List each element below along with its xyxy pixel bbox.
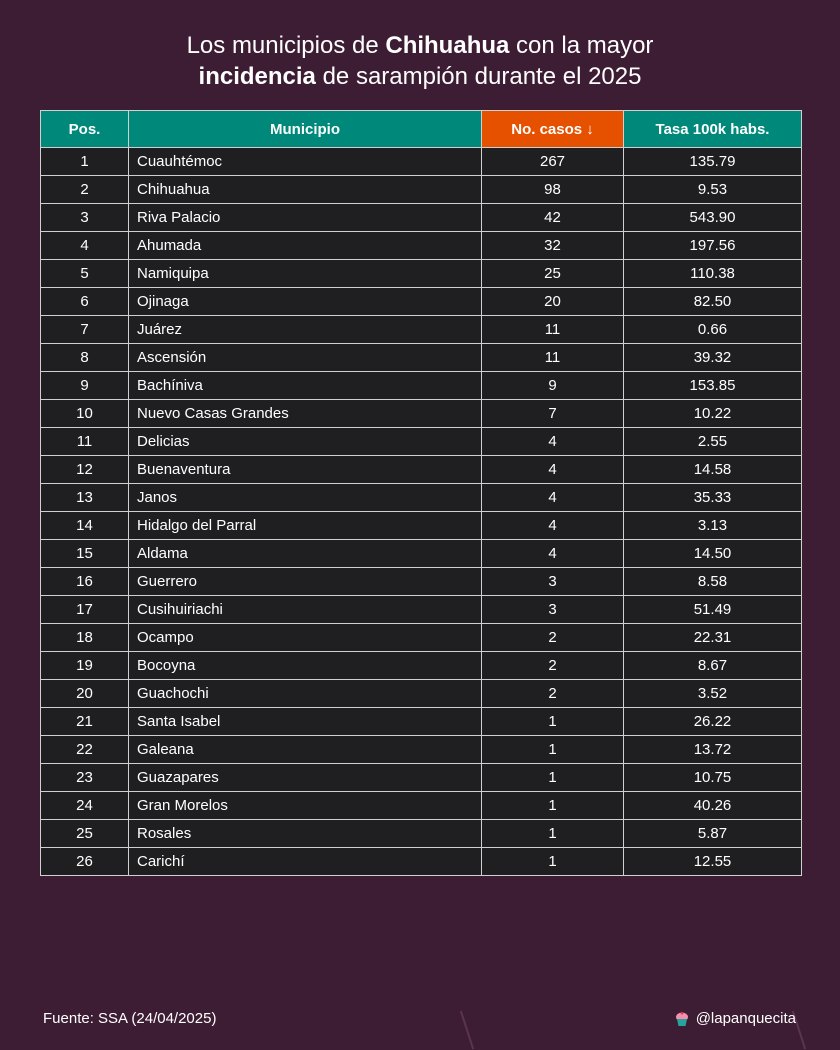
cell-tasa: 10.75 — [624, 764, 802, 792]
table-row — [41, 848, 802, 876]
table-row — [41, 484, 802, 512]
table-row — [41, 148, 802, 176]
cell-casos: 4 — [482, 456, 624, 484]
cell-pos: 15 — [41, 540, 129, 568]
cell-municipio: Namiquipa — [129, 260, 482, 288]
cell-casos: 3 — [482, 596, 624, 624]
cell-pos: 12 — [41, 456, 129, 484]
cell-casos: 3 — [482, 568, 624, 596]
cell-tasa: 39.32 — [624, 344, 802, 372]
cell-pos: 8 — [41, 344, 129, 372]
table-row — [41, 232, 802, 260]
table-row — [41, 176, 802, 204]
cell-casos: 9 — [482, 372, 624, 400]
cell-tasa: 5.87 — [624, 820, 802, 848]
cell-municipio: Hidalgo del Parral — [129, 512, 482, 540]
cell-pos: 11 — [41, 428, 129, 456]
cell-municipio: Chihuahua — [129, 176, 482, 204]
cell-municipio: Guachochi — [129, 680, 482, 708]
cell-pos: 14 — [41, 512, 129, 540]
table-body — [41, 148, 802, 876]
cell-tasa: 8.58 — [624, 568, 802, 596]
cell-municipio: Nuevo Casas Grandes — [129, 400, 482, 428]
cell-tasa: 0.66 — [624, 316, 802, 344]
table-row — [41, 596, 802, 624]
table-row — [41, 428, 802, 456]
cell-pos: 19 — [41, 652, 129, 680]
cell-pos: 1 — [41, 148, 129, 176]
cell-casos: 7 — [482, 400, 624, 428]
cell-pos: 23 — [41, 764, 129, 792]
header-row — [41, 111, 802, 148]
title-bold: incidencia — [198, 63, 316, 90]
cell-municipio: Ocampo — [129, 624, 482, 652]
cell-casos: 4 — [482, 540, 624, 568]
cell-tasa: 10.22 — [624, 400, 802, 428]
cell-casos: 1 — [482, 848, 624, 876]
title-line-1 — [0, 30, 840, 61]
cell-municipio: Janos — [129, 484, 482, 512]
cupcake-icon — [674, 1011, 690, 1027]
cell-pos: 18 — [41, 624, 129, 652]
cell-municipio: Carichí — [129, 848, 482, 876]
cell-casos: 1 — [482, 792, 624, 820]
cell-tasa: 51.49 — [624, 596, 802, 624]
cell-municipio: Guazapares — [129, 764, 482, 792]
cell-municipio: Galeana — [129, 736, 482, 764]
cell-tasa: 8.67 — [624, 652, 802, 680]
cell-casos: 98 — [482, 176, 624, 204]
table-row — [41, 680, 802, 708]
cell-municipio: Santa Isabel — [129, 708, 482, 736]
cell-pos: 4 — [41, 232, 129, 260]
table-row — [41, 736, 802, 764]
cell-tasa: 110.38 — [624, 260, 802, 288]
cell-pos: 25 — [41, 820, 129, 848]
table-row — [41, 764, 802, 792]
cell-casos: 1 — [482, 736, 624, 764]
cell-tasa: 35.33 — [624, 484, 802, 512]
column-header-casos[interactable]: No. casos ↓ — [482, 111, 624, 148]
cell-tasa: 9.53 — [624, 176, 802, 204]
cell-tasa: 13.72 — [624, 736, 802, 764]
table-row — [41, 792, 802, 820]
cell-pos: 22 — [41, 736, 129, 764]
cell-casos: 11 — [482, 344, 624, 372]
cell-casos: 4 — [482, 428, 624, 456]
cell-tasa: 82.50 — [624, 288, 802, 316]
cell-municipio: Ojinaga — [129, 288, 482, 316]
cell-tasa: 197.56 — [624, 232, 802, 260]
cell-tasa: 14.58 — [624, 456, 802, 484]
table-row — [41, 288, 802, 316]
title-text: Los municipios de — [186, 32, 386, 59]
table-row — [41, 372, 802, 400]
cell-tasa: 3.13 — [624, 512, 802, 540]
cell-municipio: Guerrero — [129, 568, 482, 596]
cell-tasa: 14.50 — [624, 540, 802, 568]
cell-municipio: Gran Morelos — [129, 792, 482, 820]
table-row — [41, 568, 802, 596]
cell-casos: 4 — [482, 512, 624, 540]
cell-casos: 4 — [482, 484, 624, 512]
cell-pos: 16 — [41, 568, 129, 596]
cell-municipio: Cuauhtémoc — [129, 148, 482, 176]
table-row — [41, 316, 802, 344]
column-header-municipio[interactable]: Municipio — [129, 111, 482, 148]
cell-municipio: Bachíniva — [129, 372, 482, 400]
cell-casos: 25 — [482, 260, 624, 288]
cell-pos: 24 — [41, 792, 129, 820]
cell-pos: 9 — [41, 372, 129, 400]
author-handle — [674, 1010, 796, 1027]
cell-pos: 13 — [41, 484, 129, 512]
table-row — [41, 540, 802, 568]
cell-pos: 6 — [41, 288, 129, 316]
cell-tasa: 22.31 — [624, 624, 802, 652]
cell-pos: 17 — [41, 596, 129, 624]
cell-municipio: Aldama — [129, 540, 482, 568]
cell-pos: 3 — [41, 204, 129, 232]
cell-municipio: Riva Palacio — [129, 204, 482, 232]
column-header-pos[interactable]: Pos. — [41, 111, 129, 148]
cell-tasa: 12.55 — [624, 848, 802, 876]
chart-title — [0, 30, 840, 92]
cell-tasa: 26.22 — [624, 708, 802, 736]
table-row — [41, 708, 802, 736]
title-bold: Chihuahua — [385, 32, 510, 59]
data-table — [40, 110, 802, 876]
cell-casos: 2 — [482, 680, 624, 708]
column-header-tasa[interactable]: Tasa 100k habs. — [624, 111, 802, 148]
title-line-2 — [0, 61, 840, 92]
cell-casos: 1 — [482, 820, 624, 848]
cell-pos: 21 — [41, 708, 129, 736]
cell-pos: 26 — [41, 848, 129, 876]
cell-casos: 32 — [482, 232, 624, 260]
cell-casos: 20 — [482, 288, 624, 316]
cell-pos: 2 — [41, 176, 129, 204]
table-row — [41, 204, 802, 232]
cell-casos: 1 — [482, 708, 624, 736]
cell-casos: 1 — [482, 764, 624, 792]
cell-municipio: Buenaventura — [129, 456, 482, 484]
cell-casos: 267 — [482, 148, 624, 176]
cell-municipio: Delicias — [129, 428, 482, 456]
cell-municipio: Bocoyna — [129, 652, 482, 680]
cell-pos: 20 — [41, 680, 129, 708]
cell-tasa: 153.85 — [624, 372, 802, 400]
cell-casos: 2 — [482, 624, 624, 652]
cell-casos: 42 — [482, 204, 624, 232]
table-row — [41, 456, 802, 484]
cell-casos: 11 — [482, 316, 624, 344]
cell-tasa: 40.26 — [624, 792, 802, 820]
cell-municipio: Ascensión — [129, 344, 482, 372]
cell-municipio: Cusihuiriachi — [129, 596, 482, 624]
table-row — [41, 400, 802, 428]
table-row — [41, 624, 802, 652]
title-text: de sarampión durante el 2025 — [315, 63, 642, 90]
table-row — [41, 260, 802, 288]
source-note: Fuente: SSA (24/04/2025) — [43, 1010, 217, 1027]
cell-tasa: 135.79 — [624, 148, 802, 176]
cell-tasa: 2.55 — [624, 428, 802, 456]
cell-municipio: Rosales — [129, 820, 482, 848]
cell-municipio: Juárez — [129, 316, 482, 344]
cell-pos: 5 — [41, 260, 129, 288]
table-row — [41, 652, 802, 680]
handle-text: @lapanquecita — [695, 1010, 796, 1027]
cell-casos: 2 — [482, 652, 624, 680]
cell-pos: 10 — [41, 400, 129, 428]
cell-municipio: Ahumada — [129, 232, 482, 260]
cell-pos: 7 — [41, 316, 129, 344]
title-text: con la mayor — [509, 32, 654, 59]
table-row — [41, 344, 802, 372]
table-row — [41, 512, 802, 540]
cell-tasa: 543.90 — [624, 204, 802, 232]
table-row — [41, 820, 802, 848]
decorative-line — [460, 1011, 474, 1050]
cell-tasa: 3.52 — [624, 680, 802, 708]
